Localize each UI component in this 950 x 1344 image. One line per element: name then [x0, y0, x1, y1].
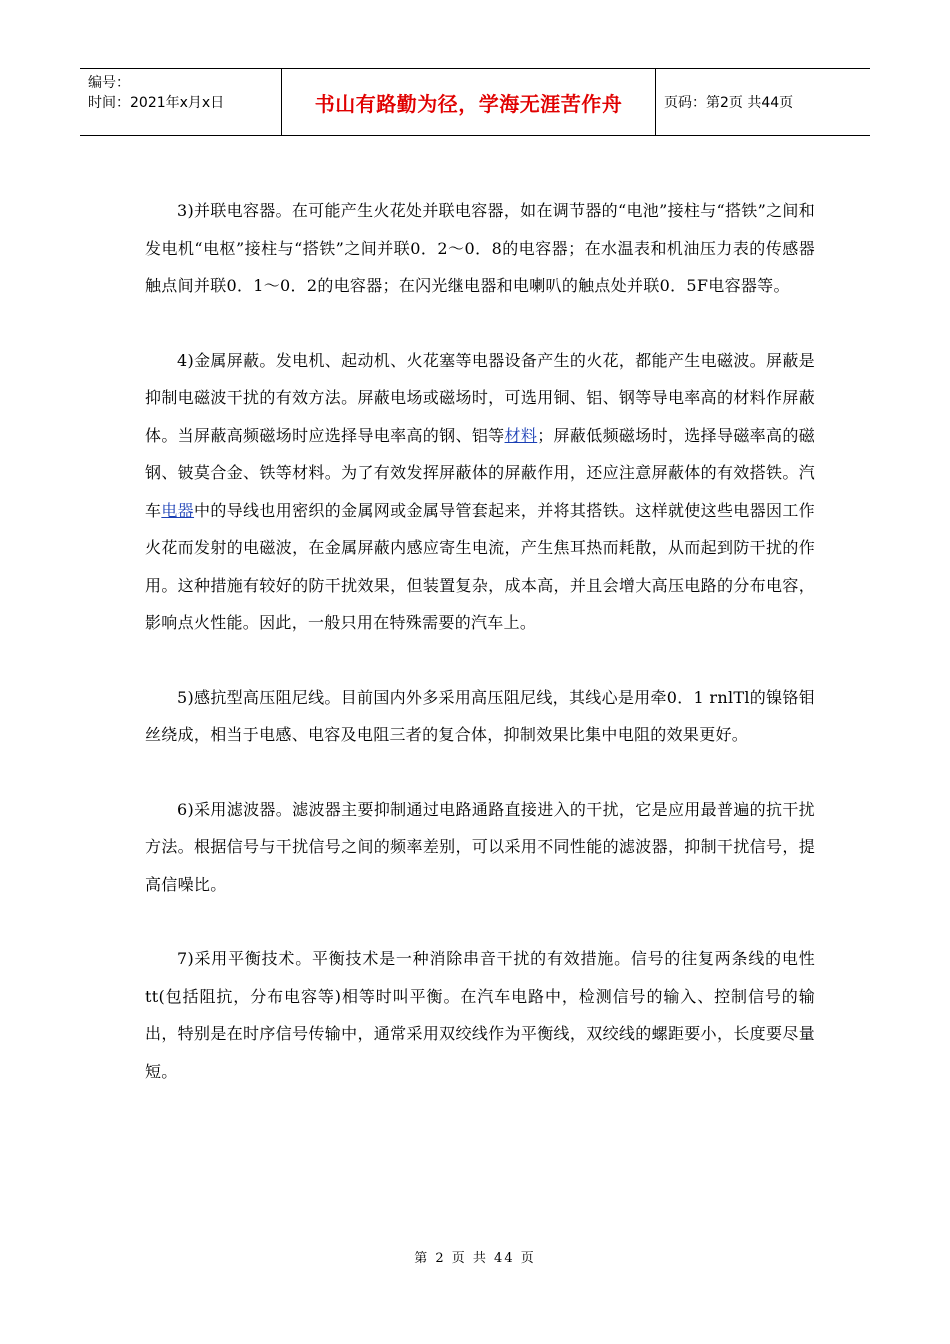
paragraph-4-text-a: 4)金属屏蔽。发电机、起动机、火花塞等电器设备产生的火花，都能产生电磁波。屏蔽是抑制电磁波干扰的有效方法。屏蔽电场或磁场时，可选用铜、铝、钢等导电率高的材料作屏蔽体。当屏蔽高频磁场时应选择导电率高的钢、铝等 [145, 350, 815, 445]
document-body [145, 192, 815, 1127]
page-footer: 第 2 页 共 44 页 [414, 1251, 536, 1266]
link-electrical[interactable]: 电器 [161, 500, 195, 520]
paragraph-6: 6)采用滤波器。滤波器主要抑制通过电路通路直接进入的干扰，它是应用最普遍的抗干扰方法。根据信号与干扰信号之间的频率差别，可以采用不同性能的滤波器，抑制干扰信号，提高信噪比。 [145, 799, 815, 894]
paragraph-7: 7)采用平衡技术。平衡技术是一种消除串音干扰的有效措施。信号的往复两条线的电性tt(包括阻抗，分布电容等)相等时叫平衡。在汽车电路中，检测信号的输入、控制信号的输出，特别是在时序信号传输中，通常采用双绞线作为平衡线，双绞线的螺距要小，长度要尽量短。 [145, 949, 815, 1081]
paragraph-4-text-b: ；屏蔽低频磁场时，选择导磁率高的磁钢、铍莫合金、铁等材料。为了有效发挥屏蔽体的屏蔽作用，还应注意屏蔽体的有效搭铁。汽车 [145, 425, 815, 520]
document-time-label: 时间：2021年x月x日 [88, 95, 225, 111]
page-header [80, 68, 870, 136]
paragraph-3: 3)并联电容器。在可能产生火花处并联电容器，如在调节器的“电池”接柱与“搭铁”之间和发电机“电枢”接柱与“搭铁”之间并联0．2～0．8的电容器；在水温表和机油压力表的传感器触点间并联0．1～0．2的电容器；在闪光继电器和电喇叭的触点处并联0．5F电容器等。 [145, 201, 815, 295]
header-meta [80, 69, 282, 135]
link-materials[interactable]: 材料 [504, 425, 538, 445]
header-motto: 书山有路勤为径，学海无涯苦作舟 [282, 69, 656, 135]
paragraph-5: 5)感抗型高压阻尼线。目前国内外多采用高压阻尼线，其线心是用牵0．1 rnlTl的镍铬钼丝绕成，相当于电感、电容及电阻三者的复合体，抑制效果比集中电阻的效果更好。 [145, 687, 815, 744]
paragraph-4-text-c: 中的导线也用密织的金属网或金属导管套起来，并将其搭铁。这样就使这些电器因工作火花而发射的电磁波，在金属屏蔽内感应寄生电流，产生焦耳热而耗散，从而起到防干扰的作用。这种措施有较好的防干扰效果，但装置复杂，成本高，并且会增大高压电路的分布电容，影响点火性能。因此，一般只用在特殊需要的汽车上。 [145, 500, 815, 632]
paragraph-4 [145, 342, 815, 642]
document-number-label: 编号： [88, 75, 130, 91]
header-page-info: 页码：第2页 共44页 [664, 95, 794, 111]
